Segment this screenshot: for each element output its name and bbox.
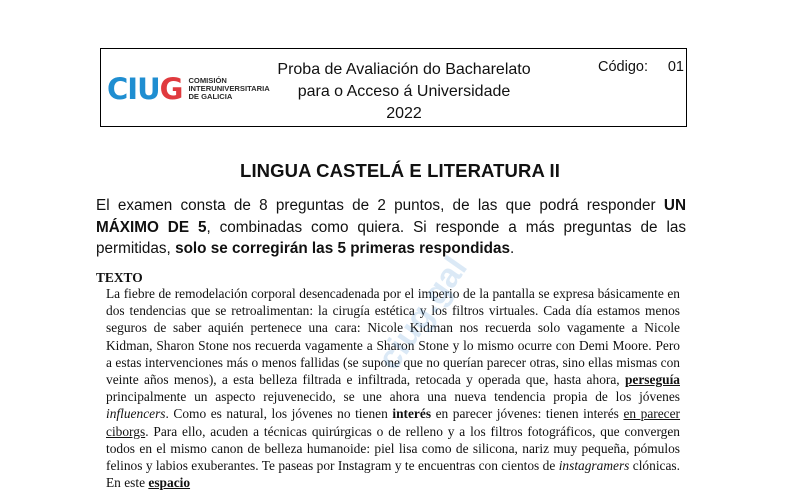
exam-title-line: para o Acceso á Universidade — [297, 83, 511, 100]
exam-title — [269, 59, 539, 125]
logo-line: INTERUNIVERSITARIA — [188, 83, 270, 93]
instr-text: . — [510, 240, 515, 257]
logo-line: DE GALICIA — [188, 92, 233, 102]
texto-segment: clónicas. En este — [106, 458, 680, 491]
page-title: LINGUA CASTELÁ E LITERATURA II — [240, 160, 560, 181]
texto-segment: . Para ello, acuden a técnicas quirúrgicas o de relleno y a los filtros fotográficos, que convergen todos en el mismo canon de belleza humanoide: piel lisa como de silicona, nariz muy pequeña, pómulos felinos y labios exuberantes. Te paseas por Instagram y te encuentras con cientos de — [106, 423, 680, 474]
texto-underline: en parecer ciborgs — [106, 406, 681, 439]
texto-italic: influencers — [106, 406, 166, 422]
logo-wordmark: CIUG — [107, 71, 183, 106]
texto-body — [106, 285, 680, 491]
texto-segment: principalmente un aspecto rejuvenecido, se une ahora una nueva tendencia propia de los jóvenes — [106, 389, 680, 405]
ciug-logo — [107, 73, 270, 105]
texto-heading: TEXTO — [96, 270, 143, 285]
logo-line: COMISIÓN — [188, 75, 227, 85]
exam-title-line: 2022 — [386, 105, 422, 122]
header-box — [100, 48, 687, 127]
code-label: Código: — [598, 59, 648, 75]
instr-text: El examen consta de 8 preguntas de 2 puntos, de las que podrá responder — [96, 197, 664, 214]
texto-segment: La fiebre de remodelación corporal desencadenada por el imperio de la pantalla se expresa básicamente en dos tendencias que se retroalimentan: la cirugía estética y los filtros virtuales. Cada día estamos menos seguros de saber aquién pertenece una cara: Nicole Kidman nos recuerda solo vagamente a Nicole Kidman, Sharon Stone nos recuerda vagamente a Sharon Stone y lo mismo ocurre con Demi Moore. Pero a estas intervenciones más o menos fallidas (se supone que no querían parecer otras, sino ellas mismas con veinte años menos), a esta belleza filtrada e infiltrada, retocada y operada que, hasta ahora, — [106, 286, 680, 388]
texto-segment: . Como es natural, los jóvenes no tienen — [165, 406, 393, 422]
watermark: ciug.gal — [370, 249, 475, 377]
exam-title-line: Proba de Avaliación do Bacharelato — [277, 61, 531, 78]
texto-segment: en parecer jóvenes: tienen interés — [431, 406, 624, 422]
texto-emphasis: interés — [392, 406, 432, 422]
exam-code — [598, 59, 686, 75]
logo-caption — [188, 77, 269, 102]
instructions — [96, 195, 686, 260]
texto-emphasis: perseguía — [624, 372, 680, 388]
instr-bold: solo se corregirán las 5 primeras respondidas — [175, 240, 511, 257]
instr-bold: UN MÁXIMO DE 5 — [96, 197, 686, 236]
texto-emphasis: espacio — [148, 475, 191, 491]
code-value: 01 — [667, 59, 684, 75]
instr-text: , combinadas como quiera. Si responde a más preguntas de las permitidas, — [96, 218, 686, 257]
texto-italic: instagramers — [558, 458, 630, 474]
